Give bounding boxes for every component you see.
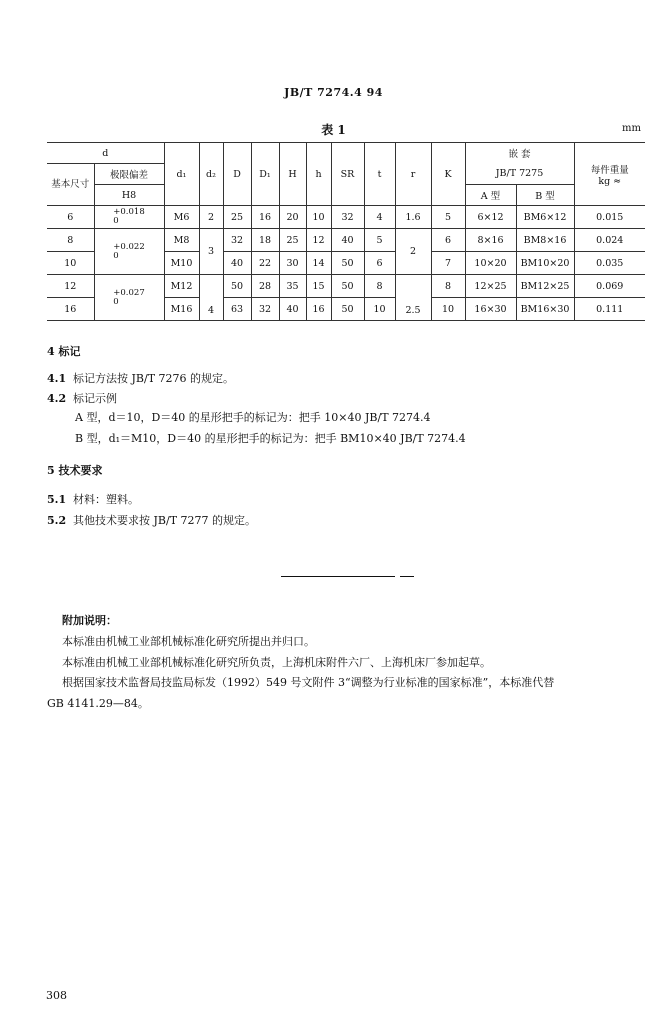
cell-weight: 0.024 — [574, 229, 645, 252]
cell-type-a: 6×12 — [465, 206, 516, 229]
weight-label: 每件重量 — [590, 164, 629, 176]
clause-4-2 — [47, 390, 117, 406]
cell-d: 6 — [47, 206, 94, 229]
clause-4-1 — [47, 370, 234, 386]
clause-text: 标记方法按 JB/T 7276 的规定。 — [73, 372, 235, 385]
col-H: H — [279, 143, 306, 206]
table-row — [47, 275, 645, 298]
cell-type-a: 10×20 — [465, 252, 516, 275]
cell-h: 10 — [306, 206, 331, 229]
additional-note-4: GB 4141.29—84。 — [47, 697, 149, 710]
cell-D: 25 — [223, 206, 251, 229]
tol-lower: 0 — [113, 250, 119, 261]
cell-type-a: 16×30 — [465, 298, 516, 321]
col-insert — [465, 143, 574, 164]
clause-number: 4.2 — [47, 392, 67, 405]
cell-h: 12 — [306, 229, 331, 252]
cell-weight: 0.035 — [574, 252, 645, 275]
marking-example-a: A 型，d＝10，D＝40 的星形把手的标记为：把手 10×40 JB/T 7274.4 — [75, 411, 431, 424]
cell-r: 2.5 — [395, 275, 431, 321]
divider-rule-short — [400, 576, 414, 577]
cell-D: 50 — [223, 275, 251, 298]
clause-text: 标记示例 — [73, 392, 117, 405]
table-unit: mm — [622, 123, 641, 134]
cell-h: 16 — [306, 298, 331, 321]
cell-d1: M10 — [164, 252, 199, 275]
table-title: 表 1 — [321, 123, 346, 137]
col-d: d — [47, 143, 164, 164]
insert-label: 嵌 套 — [508, 149, 531, 161]
cell-SR: 50 — [331, 275, 364, 298]
marking-example-b: B 型，d₁＝M10，D＝40 的星形把手的标记为：把手 BM10×40 JB/T 7274.4 — [75, 432, 466, 445]
cell-t: 8 — [364, 275, 395, 298]
section-4-title: 4 标记 — [47, 345, 81, 358]
col-SR: SR — [331, 143, 364, 206]
tol-upper: +0.022 — [113, 241, 145, 252]
col-d-tol-grade: H8 — [94, 185, 164, 206]
cell-type-b: BM10×20 — [516, 252, 574, 275]
cell-H: 40 — [279, 298, 306, 321]
additional-note-3: 根据国家技术监督局技监局标发（1992）549 号文附件 3“调整为行业标准的国家标准”，本标准代替 — [62, 676, 555, 689]
cell-D1: 28 — [251, 275, 279, 298]
clause-number: 4.1 — [47, 372, 67, 385]
table-row — [47, 206, 645, 229]
col-h: h — [306, 143, 331, 206]
cell-D: 63 — [223, 298, 251, 321]
col-r: r — [395, 143, 431, 206]
cell-K: 10 — [431, 298, 465, 321]
cell-type-b: BM8×16 — [516, 229, 574, 252]
col-d-basic: 基本尺寸 — [47, 164, 94, 206]
cell-SR: 50 — [331, 298, 364, 321]
section-5-title: 5 技术要求 — [47, 464, 103, 477]
clause-text: 其他技术要求按 JB/T 7277 的规定。 — [73, 514, 257, 527]
cell-d: 8 — [47, 229, 94, 252]
cell-weight: 0.015 — [574, 206, 645, 229]
cell-d1: M12 — [164, 275, 199, 298]
divider-rule — [281, 576, 395, 577]
cell-D: 40 — [223, 252, 251, 275]
additional-note-2: 本标准由机械工业部机械标准化研究所负责，上海机床附件六厂、上海机床厂参加起草。 — [62, 656, 491, 669]
cell-t: 10 — [364, 298, 395, 321]
cell-D1: 22 — [251, 252, 279, 275]
tol-lower: 0 — [113, 296, 119, 307]
document-header: JB/T 7274.4 94 — [284, 86, 383, 99]
cell-tol — [94, 206, 164, 229]
cell-D1: 18 — [251, 229, 279, 252]
col-d-tol: 极限偏差 — [94, 164, 164, 185]
cell-d1: M8 — [164, 229, 199, 252]
cell-d2: 3 — [199, 229, 223, 275]
cell-K: 6 — [431, 229, 465, 252]
col-t: t — [364, 143, 395, 206]
cell-SR: 40 — [331, 229, 364, 252]
cell-D1: 32 — [251, 298, 279, 321]
cell-weight: 0.069 — [574, 275, 645, 298]
cell-d: 16 — [47, 298, 94, 321]
cell-d1: M16 — [164, 298, 199, 321]
cell-r: 1.6 — [395, 206, 431, 229]
col-type-a: A 型 — [465, 185, 516, 206]
cell-D: 32 — [223, 229, 251, 252]
col-D1: D₁ — [251, 143, 279, 206]
weight-unit: kg ≈ — [598, 175, 622, 187]
additional-note-1: 本标准由机械工业部机械标准化研究所提出并归口。 — [62, 635, 315, 648]
cell-type-b: BM6×12 — [516, 206, 574, 229]
col-weight — [574, 143, 645, 206]
tol-upper: +0.027 — [113, 287, 145, 298]
insert-standard: JB/T 7275 — [465, 164, 574, 185]
cell-SR: 32 — [331, 206, 364, 229]
cell-d2: 2 — [199, 206, 223, 229]
cell-type-b: BM12×25 — [516, 275, 574, 298]
table-row — [47, 229, 645, 252]
spec-table — [47, 142, 645, 321]
cell-h: 14 — [306, 252, 331, 275]
cell-D1: 16 — [251, 206, 279, 229]
clause-number: 5.2 — [47, 514, 67, 527]
cell-d: 10 — [47, 252, 94, 275]
cell-K: 7 — [431, 252, 465, 275]
cell-weight: 0.111 — [574, 298, 645, 321]
cell-H: 25 — [279, 229, 306, 252]
cell-h: 15 — [306, 275, 331, 298]
cell-type-a: 8×16 — [465, 229, 516, 252]
col-D: D — [223, 143, 251, 206]
col-type-b: B 型 — [516, 185, 574, 206]
cell-type-a: 12×25 — [465, 275, 516, 298]
col-d2: d₂ — [199, 143, 223, 206]
cell-d1: M6 — [164, 206, 199, 229]
clause-number: 5.1 — [47, 493, 67, 506]
cell-t: 5 — [364, 229, 395, 252]
additional-notes-title: 附加说明： — [62, 614, 117, 627]
col-d1: d₁ — [164, 143, 199, 206]
cell-K: 8 — [431, 275, 465, 298]
cell-d: 12 — [47, 275, 94, 298]
cell-SR: 50 — [331, 252, 364, 275]
clause-5-1 — [47, 491, 139, 507]
cell-d2: 4 — [199, 275, 223, 321]
cell-tol — [94, 275, 164, 321]
cell-r: 2 — [395, 229, 431, 275]
cell-H: 35 — [279, 275, 306, 298]
page-number: 308 — [46, 989, 67, 1002]
cell-tol — [94, 229, 164, 275]
clause-text: 材料：塑料。 — [73, 493, 139, 506]
cell-type-b: BM16×30 — [516, 298, 574, 321]
clause-5-2 — [47, 512, 256, 528]
tol-lower: 0 — [113, 216, 119, 226]
tol-upper: +0.018 — [113, 207, 145, 217]
cell-t: 4 — [364, 206, 395, 229]
cell-t: 6 — [364, 252, 395, 275]
cell-K: 5 — [431, 206, 465, 229]
col-K: K — [431, 143, 465, 206]
cell-H: 20 — [279, 206, 306, 229]
cell-H: 30 — [279, 252, 306, 275]
